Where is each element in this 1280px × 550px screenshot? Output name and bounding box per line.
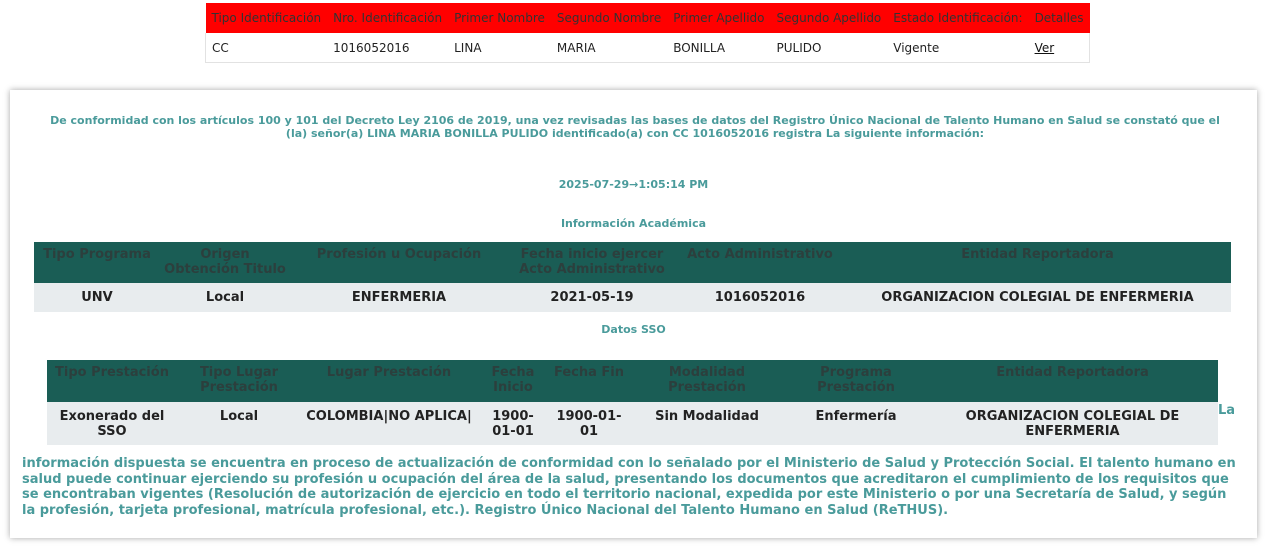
la-text: La	[1218, 403, 1236, 418]
cell-origen-obtencion: Local	[160, 283, 290, 312]
header-detalles: Detalles	[1029, 3, 1090, 33]
table-row	[47, 402, 1218, 445]
cell-tipo-lugar: Local	[177, 402, 301, 445]
timestamp: 2025-07-29→1:05:14 PM	[558, 178, 709, 191]
cell-fecha-fin: 1900-01-01	[549, 402, 629, 445]
academic-table	[34, 242, 1231, 312]
cell-estado-identificacion: Vigente	[887, 33, 1028, 63]
identification-header-row	[206, 3, 1090, 33]
header-origen-obtencion-titulo: Origen Obtención Titulo	[160, 242, 290, 283]
cell-tipo-prestacion: Exonerado del SSO	[47, 402, 177, 445]
cell-tipo-identificacion: CC	[206, 33, 328, 63]
header-segundo-apellido: Segundo Apellido	[771, 3, 888, 33]
header-entidad-reportadora: Entidad Reportadora	[927, 360, 1218, 402]
intro-text: De conformidad con los artículos 100 y 101 del Decreto Ley 2106 de 2019, una vez revisadas las bases de datos del Registro Único Nacional de Talento Humano en Salud se constató que el (la) señor(a) LINA MARIA BONILLA PULIDO identificado(a) con CC 1016052016 registra La siguiente información:	[50, 114, 1220, 140]
cell-fecha-inicio: 2021-05-19	[508, 283, 676, 312]
header-lugar-prestacion: Lugar Prestación	[301, 360, 477, 402]
header-modalidad-prestacion: Modalidad Prestación	[629, 360, 785, 402]
cell-segundo-apellido: PULIDO	[771, 33, 888, 63]
header-primer-apellido: Primer Apellido	[667, 3, 770, 33]
header-tipo-prestacion: Tipo Prestación	[47, 360, 177, 402]
header-primer-nombre: Primer Nombre	[448, 3, 551, 33]
cell-primer-nombre: LINA	[448, 33, 551, 63]
academic-header-row	[34, 242, 1231, 283]
sso-header-row	[47, 360, 1218, 402]
sso-table	[47, 360, 1218, 445]
header-fecha-fin: Fecha Fin	[549, 360, 629, 402]
footer-notice: información dispuesta se encuentra en proceso de actualización de conformidad con lo señalado por el Ministerio de Salud y Protección Social. El talento humano en salud puede continuar ejerciendo su profesión u ocupación del área de la salud, presentando los documentos que acreditaron el cumplimiento de los requisitos que se encontraban vigentes (Resolución de autorización de ejercicio en todo el territorio nacional, expedida por este Ministerio o por una Secretaría de Salud, y según la profesión, tarjeta profesional, matrícula profesional, etc.). Registro Único Nacional del Talento Humano en Salud (ReTHUS).	[22, 456, 1236, 518]
cell-acto-administrativo: 1016052016	[676, 283, 844, 312]
header-tipo-lugar-prestacion: Tipo Lugar Prestación	[177, 360, 301, 402]
header-acto-administrativo: Acto Administrativo	[676, 242, 844, 283]
header-entidad-reportadora: Entidad Reportadora	[844, 242, 1231, 283]
header-programa-prestacion: Programa Prestación	[785, 360, 927, 402]
cell-nro-identificacion: 1016052016	[327, 33, 448, 63]
result-card	[10, 90, 1257, 538]
header-tipo-programa: Tipo Programa	[34, 242, 160, 283]
header-nro-identificacion: Nro. Identificación	[327, 3, 448, 33]
cell-lugar-prestacion: COLOMBIA|NO APLICA|	[301, 402, 477, 445]
identification-table	[205, 3, 1090, 63]
cell-tipo-programa: UNV	[34, 283, 160, 312]
header-profesion-ocupacion: Profesión u Ocupación	[290, 242, 508, 283]
header-segundo-nombre: Segundo Nombre	[551, 3, 667, 33]
header-fecha-inicio: Fecha Inicio	[477, 360, 549, 402]
header-tipo-identificacion: Tipo Identificación	[206, 3, 328, 33]
ver-details-link[interactable]: Ver	[1034, 40, 1055, 55]
sso-section-title: Datos SSO	[601, 323, 666, 336]
cell-fecha-inicio: 1900-01-01	[477, 402, 549, 445]
table-row	[206, 33, 1090, 63]
table-row	[34, 283, 1231, 312]
cell-programa: Enfermería	[785, 402, 927, 445]
cell-primer-apellido: BONILLA	[667, 33, 770, 63]
header-fecha-inicio-ejercer: Fecha inicio ejercer Acto Administrativo	[508, 242, 676, 283]
academic-section-title: Información Académica	[560, 217, 707, 230]
cell-entidad-reportadora: ORGANIZACION COLEGIAL DE ENFERMERIA	[927, 402, 1218, 445]
header-estado-identificacion: Estado Identificación:	[887, 3, 1028, 33]
cell-detalles	[1029, 33, 1090, 63]
cell-modalidad: Sin Modalidad	[629, 402, 785, 445]
cell-profesion: ENFERMERIA	[290, 283, 508, 312]
cell-segundo-nombre: MARIA	[551, 33, 667, 63]
cell-entidad-reportadora: ORGANIZACION COLEGIAL DE ENFERMERIA	[844, 283, 1231, 312]
